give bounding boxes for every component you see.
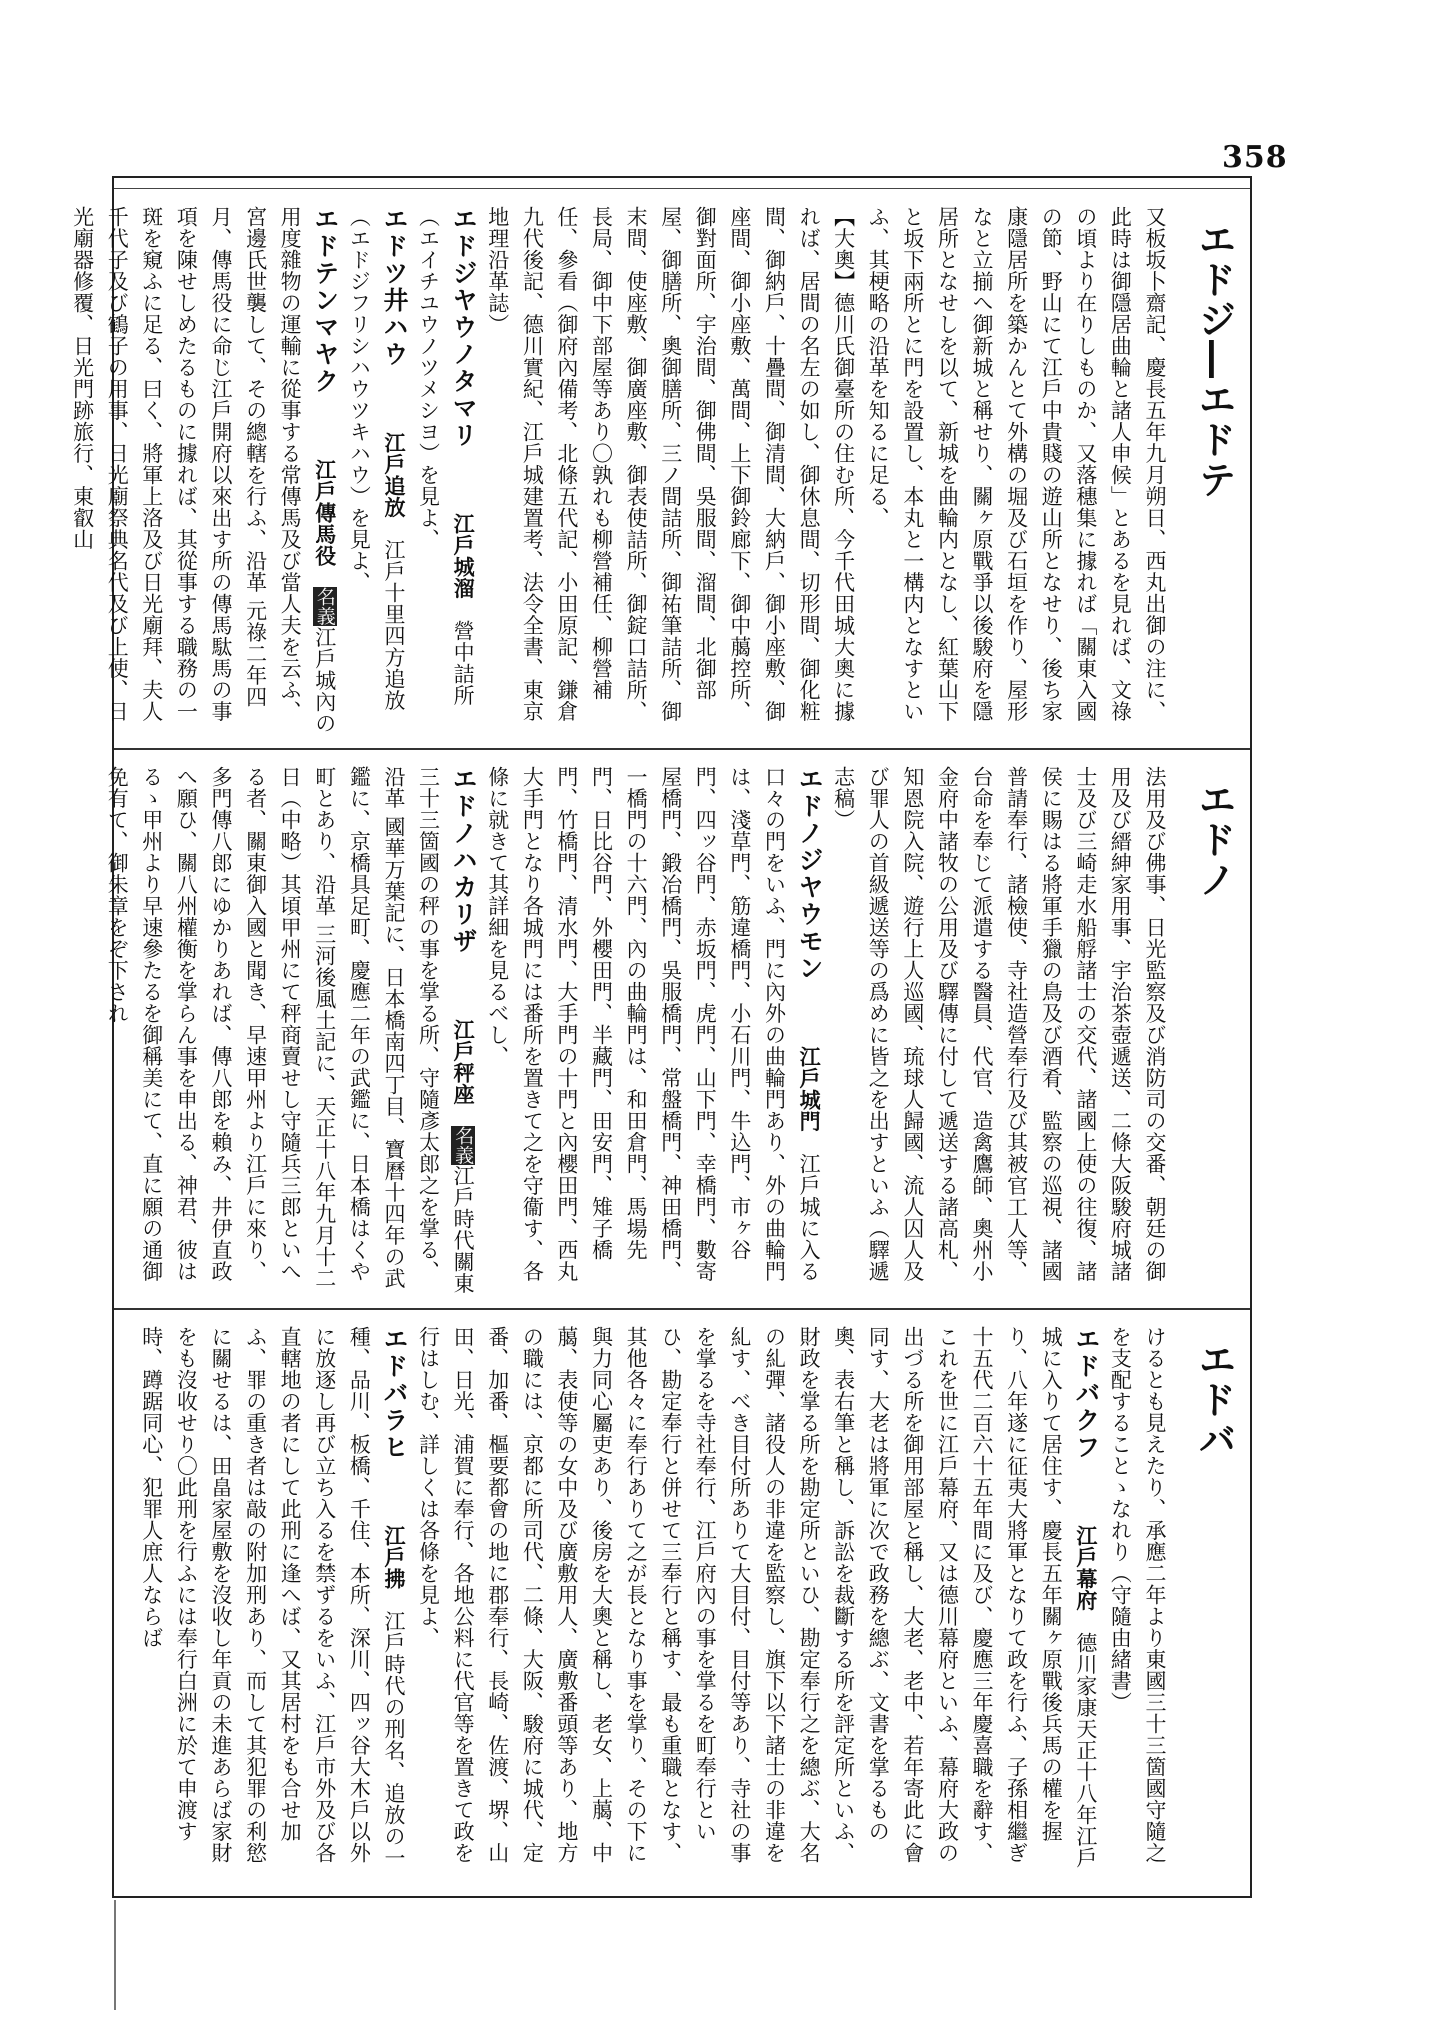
margin-mark bbox=[114, 1900, 116, 2010]
entry-headword: エドノジヤウモン bbox=[795, 766, 825, 982]
entry-body: 德川氏御臺所の住む所、今千代田城大奧に據れば、居間の名左の如し、御休息間、切形間、御化粧間、御納戶、十疊間、御清間、大納戶、御小座敷、御座間、御小座敷、萬間、上下御鈴廊下、御中﨟控所、御對面所、宇治間、御佛間、吳服間、溜間、北御部屋、御膳所、奧御膳所、三ノ間詰所、御祐筆詰所、御末間、使座敷、御廣座敷、御表使詰所、御錠口詰所、長局、御中下部屋等あり〇孰れも柳營補任、柳營補任、參看（御府內備考、北條五代記、小田原記、鎌倉九代後記、德川實紀、江戶城建置考、法令全書、東京地理沿革誌） bbox=[485, 206, 856, 722]
section-text bbox=[70, 206, 1172, 736]
entry-gloss: 江戶傳馬役 bbox=[312, 458, 338, 566]
section-edoji-edote bbox=[70, 190, 1250, 746]
running-head: エドジ―エドテ bbox=[1192, 220, 1236, 500]
entry-edo-bakufu bbox=[416, 1326, 1101, 1869]
entry-edono-hakariza bbox=[105, 766, 479, 1294]
entry-headword: エドツ井ハウ bbox=[379, 206, 409, 368]
entry-headword: エドテンマヤク bbox=[310, 206, 340, 395]
section-text bbox=[132, 1326, 1172, 1884]
entry-tag: 名義 bbox=[452, 1125, 475, 1165]
entry-gloss: 江戶追放 bbox=[381, 431, 407, 518]
entry-body: 法用及び佛事、日光監察及び消防司の交番、朝廷の御用及び縉紳家用事、宇治茶壺遞送、二條大阪駿府城諸士及び三崎走水船艀諸士の交代、諸國上使の往復、諸侯に賜はる將軍手獵の鳥及び酒肴、監察の巡視、諸國普請奉行、諸檢使、寺社造營奉行及び其被官工人等、台命を奉じて派遣する醫員、代官、造禽鷹師、奧州小金府中諸牧の公用及び驛傳に付して遞送する諸高札、知恩院入院、遊行上人巡國、琉球人歸國、流人囚人及び罪人の首級遞送等の爲めに皆之を出すといふ（驛遞志稿） bbox=[831, 766, 1167, 1282]
entry-edo-tenmayaku bbox=[70, 206, 340, 734]
entry-tag: 大奧 bbox=[831, 227, 856, 271]
entry-edojou-tamari bbox=[416, 206, 479, 706]
frame-rule bbox=[114, 188, 1250, 189]
entry-continuation bbox=[832, 766, 1167, 1282]
section-edoba bbox=[114, 1310, 1250, 1894]
entry-body: 江戶時代の刑名、追放の一種、品川、板橋、千住、本所、深川、四ッ谷大木戶以外に放逐し再び立ち入るを禁ずるをいふ、江戶市外及び各直轄地の者にして此刑に逢へば、又其居村をも合せ加ふ、罪の重き者は敲の附加刑あり、而して其犯罪の利慾に關せるは、田畠家屋敷を沒收し年貢の未進あらば家財をも沒收せり〇此刑を行ふには奉行白洲に於て申渡す時、蹲踞同心、犯罪人庶人ならば bbox=[139, 1326, 406, 1869]
entry-body: 江戶城內の用度雜物の運輸に從事する常傳馬及び當人夫を云ふ、宮邊氏世襲して、その總轄を行ふ、沿革 元祿二年四月、傳馬役に命じ江戶開府以來出す所の傳馬駄馬の事項を陳せしめたるものに據れば、其從事する職務の一斑を窺ふに足る、曰く、將軍上洛及び日光廟拜、夫人千代子及び鶴子の用事、日光廟祭典名代及び上使、日光廟器修覆、日光門跡旅行、東叡山 bbox=[70, 206, 337, 734]
section-edono bbox=[105, 750, 1250, 1306]
entry-headword: エドジヤウノタマリ bbox=[449, 206, 479, 449]
entry-headword: エドバラヒ bbox=[379, 1326, 409, 1461]
entry-body: 又板坂卜齋記、慶長五年九月朔日、西丸出御の注に、此時は御隱居曲輪と諸人申候」とあるを見れば、文祿の頃より在りしものか、又落穗集に據れば「關東入國の節、野山にて江戶中貴賤の遊山所となせり、後ち家康隱居所を築かんとて外構の堀及び石垣を作り、屋形なと立揃へ御新城と稱せり、關ヶ原戰爭以後駿府を隱居所となせしを以て、新城を曲輪内となし、紅葉山下と坂下兩所とに門を設置し、本丸と一構内となすといふ、其梗略の沿革を知るに足る、 bbox=[866, 206, 1167, 722]
entry-body: 德川家康天正十八年江戶城に入りて居住す、慶長五年關ヶ原戰後兵馬の權を握り、八年遂に征夷大將軍となりて政を行ふ、子孫相繼ぎ十五代二百六十五年間に及び、慶應三年慶喜職を辭す、これを世に江戶幕府、又は德川幕府といふ、幕府大政の出づる所を御用部屋と稱し、大老、老中、若年寄此に會同す、大老は將軍に次で政務を總ぶ、文書を掌るもの奧、表右筆と稱し、訴訟を裁斷する所を評定所といふ、財政を掌る所を勘定所といひ、勘定奉行之を總ぶ、大名の糺彈、諸役人の非違を監察し、旗下以下諸士の非違を糺す、べき目付所ありて大目付、目付等あり、寺社の事を掌るを寺社奉行、江戶府內の事を掌るを町奉行といひ、勘定奉行と併せて三奉行と稱す、最も重職となす、其他各々に奉行ありて之が長となり事を掌り、その下に與力同心屬吏あり、後房を大奧と稱し、老女、上﨟、中﨟、表使等の女中及び廣敷用人、廣敷番頭等あり、地方の職には、京都に所司代、二條、大阪、駿府に城代、定番、加番、樞要都會の地に郡奉行、長崎、佐渡、堺、山田、日光、浦賀に奉行、各地公料に代官等を置きて政を行はしむ、詳しくは各條を見よ、 bbox=[416, 1326, 1098, 1869]
entry-body: 江戶十里四方追放（エドジフリシハウツキハウ）を見よ、 bbox=[347, 206, 406, 711]
entry-body: 江戶城に入る口々の門をいふ、門に內外の曲輪門あり、外の曲輪門は、淺草門、筋違橋門、小石川門、牛込門、市ヶ谷門、四ッ谷門、赤坂門、虎門、山下門、幸橋門、數寄屋橋門、鍛冶橋門、吳服橋門、常盤橋門、神田橋門、一橋門の十六門、內の曲輪門は、和田倉門、馬場先門、日比谷門、外櫻田門、半藏門、田安門、雉子橋門、竹橋門、清水門、大手門の十門と內櫻田門、西丸大手門となり各城門には番所を置きて之を守衞す、各條に就きて其詳細を見るべし、 bbox=[485, 766, 822, 1282]
entry-gloss: 江戶城門 bbox=[797, 1045, 823, 1132]
entry-edono-jyoumon bbox=[485, 766, 825, 1282]
entry-ooku: 【大奧】德川氏御臺所の住む所、今千代田城大奧に據れば、居間の名左の如し、御休息間、切形間、御化粧間、御納戶、十疊間、御清間、大納戶、御小座敷、御座間、御小座敷、萬間、上下御鈴廊下、御中﨟控所、御對面所、宇治間、御佛間、吳服間、溜間、北御部屋、御膳所、奧御膳所、三ノ間詰所、御祐筆詰所、御末間、使座敷、御廣座敷、御表使詰所、御錠口詰所、長局、御中下部屋等あり〇孰れも柳營補任、柳營補任、參看（御府內備考、北條五代記、小田原記、鎌倉九代後記、德川實紀、江戶城建置考、法令全書、東京地理沿革誌） bbox=[485, 206, 856, 722]
page-frame bbox=[70, 176, 1252, 1898]
entry-gloss: 江戶幕府 bbox=[1073, 1524, 1099, 1611]
entry-headword: エドバクフ bbox=[1071, 1326, 1101, 1461]
entry-edo-tsuihou bbox=[347, 206, 409, 711]
entry-gloss: 江戶秤座 bbox=[451, 1018, 477, 1105]
entry-body: 江戶時代關東三十三箇國の秤の事を掌る所、守隨彥太郎之を掌る、沿革 國華万葉記に、日本橋南四丁目、寶曆十四年の武鑑に、京橋具足町、慶應二年の武鑑に、日本橋はくや町とあり、沿革 三河後風土記に、天正十八年九月十二日（中略）其頃甲州にて秤商賣せし守隨兵三郎といへる者、關東御入國と聞き、早速甲州より江戶に來り、多門傳八郎にゆかりあれば、傳八郎を賴み、井伊直政へ願ひ、關八州權衡を掌らん事を申出る、神君、彼はるゝ甲州より早速參たるを御稱美にて、直に願の通御免有て、御朱章をぞ下され bbox=[105, 766, 476, 1294]
section-text bbox=[105, 766, 1172, 1296]
entry-tag: 名義 bbox=[313, 587, 336, 627]
entry-gloss: 江戶城溜 bbox=[451, 512, 477, 599]
page-number: 358 bbox=[1222, 140, 1288, 175]
entry-edo-barai bbox=[139, 1326, 409, 1869]
running-head: エドノ bbox=[1192, 780, 1236, 900]
entry-continuation bbox=[1108, 1326, 1167, 1864]
entry-headword: エドノハカリザ bbox=[449, 766, 479, 955]
running-head: エドバ bbox=[1192, 1340, 1236, 1460]
entry-body: けるとも見えたり、承應二年より東國三十三箇國守隨之を支配することゝなれり（守隨由緒書） bbox=[1108, 1326, 1167, 1864]
entry-continuation bbox=[866, 206, 1167, 722]
entry-body: 營中詰所（エイチユウノツメシヨ）を見よ、 bbox=[416, 206, 476, 706]
entry-gloss: 江戶拂 bbox=[381, 1524, 407, 1589]
